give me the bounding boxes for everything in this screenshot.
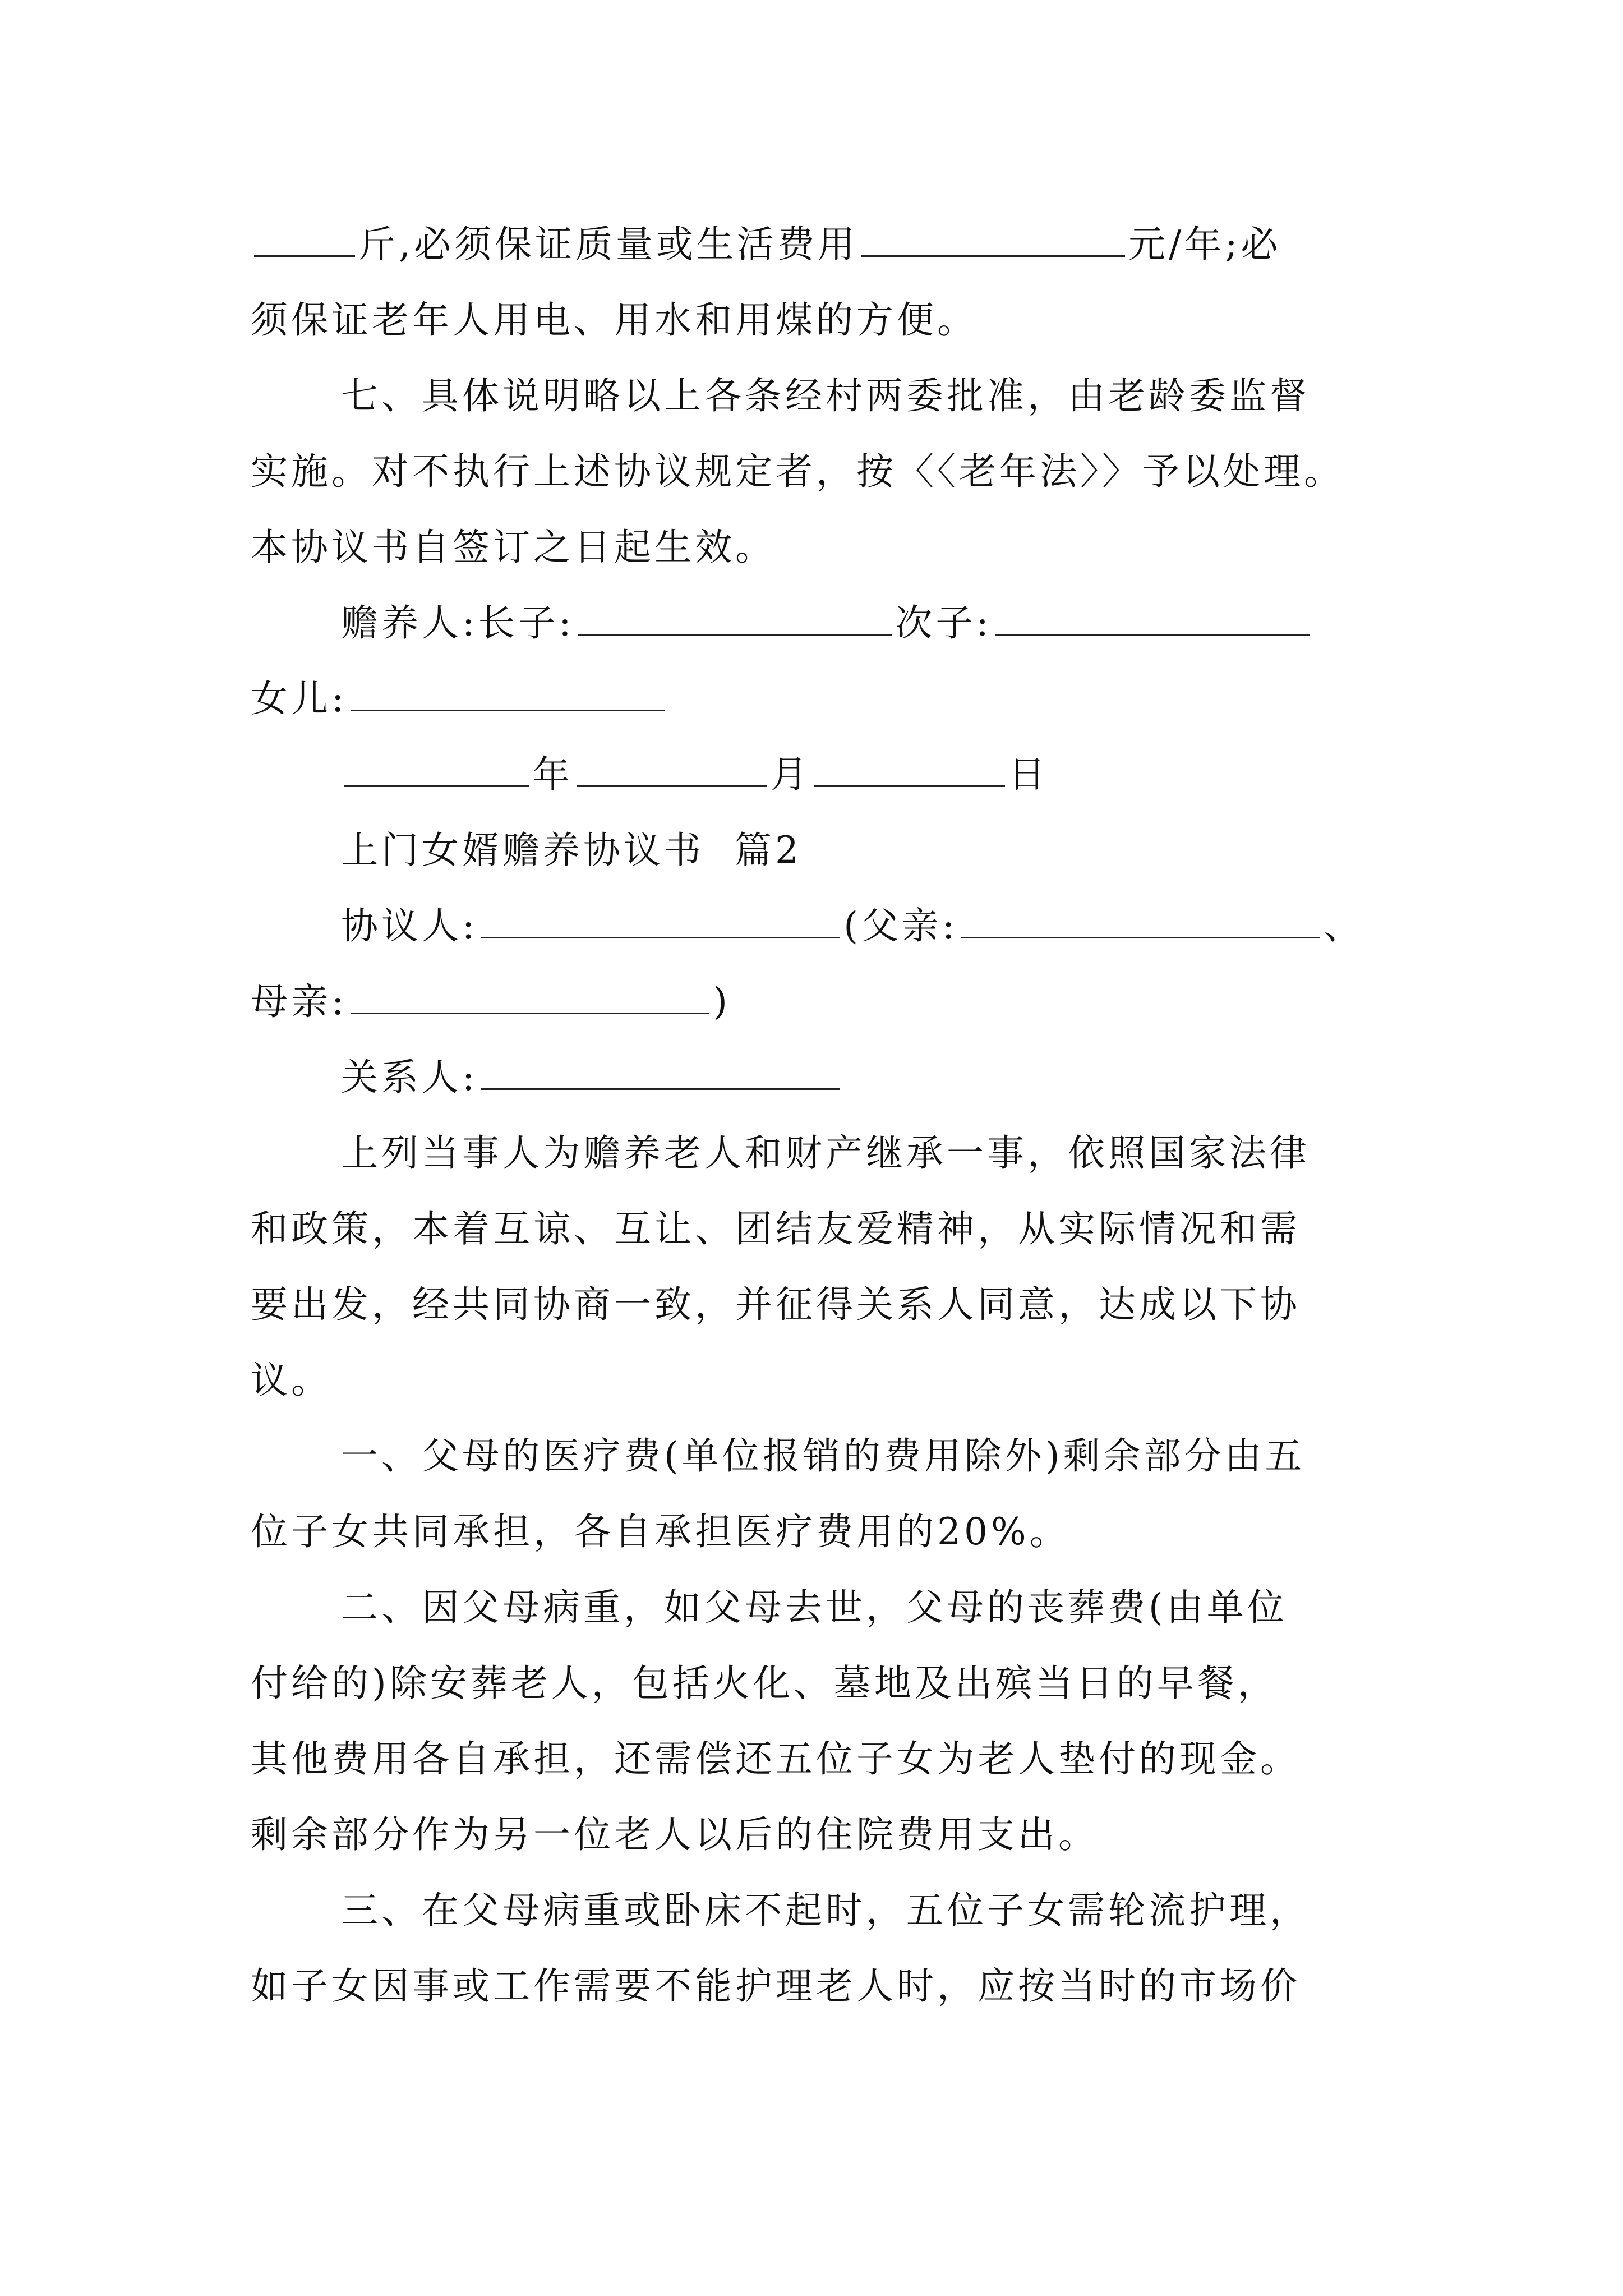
text-line: 其他费用各自承担，还需偿还五位子女为老人垫付的现金。 — [251, 1737, 1301, 1780]
text-segment: 、 — [1324, 904, 1364, 947]
text-segment: 元/年;必 — [1128, 223, 1281, 266]
text-line: 实施。对不执行上述协议规定者，按〈〈老年法〉〉予以处理。 — [251, 450, 1344, 493]
date-day-label: 日 — [1008, 753, 1049, 796]
label-daughter: 女儿: — [251, 677, 348, 720]
text-line: 要出发，经共同协商一致，并征得关系人同意，达成以下协 — [251, 1283, 1301, 1326]
paragraph-start: 一、父母的医疗费(单位报销的费用除外)剩余部分由五 — [341, 1434, 1306, 1478]
text-segment: 斤,必须保证质量或生活费用 — [358, 223, 858, 266]
signature-line — [341, 597, 1313, 649]
paragraph-start: 三、在父母病重或卧床不起时，五位子女需轮流护理， — [341, 1889, 1310, 1932]
label-mother: 母亲: — [251, 980, 348, 1023]
fill-blank — [861, 222, 1125, 257]
fill-blank — [351, 979, 709, 1014]
fill-blank — [995, 600, 1310, 636]
fill-blank — [481, 903, 840, 938]
label-party: 协议人: — [341, 904, 478, 947]
date-line — [341, 749, 1049, 800]
text-line: 和政策，本着互谅、互让、团结友爱精神，从实际情况和需 — [251, 1207, 1301, 1250]
text-line: 付给的)除安葬老人，包括火化、墓地及出殡当日的早餐， — [251, 1662, 1278, 1705]
signature-line — [251, 673, 668, 725]
related-party-line — [341, 1052, 843, 1103]
date-year-label: 年 — [533, 753, 573, 796]
text-segment: ) — [713, 980, 731, 1023]
fill-blank — [344, 752, 529, 787]
text-line: 本协议书自签订之日起生效。 — [251, 526, 776, 569]
fill-blank — [254, 222, 355, 257]
fill-blank — [578, 600, 892, 636]
section-title: 上门女婿赡养协议书 篇2 — [341, 829, 802, 872]
text-line — [251, 219, 1281, 270]
fill-blank — [577, 752, 767, 787]
party-line — [341, 900, 1364, 952]
label-related-party: 关系人: — [341, 1056, 478, 1099]
paragraph-start: 七、具体说明略以上各条经村两委批准，由老龄委监督 — [341, 374, 1310, 417]
date-month-label: 月 — [771, 753, 811, 796]
label-second-son: 次子: — [895, 601, 992, 645]
text-line: 剩余部分作为另一位老人以后的住院费用支出。 — [251, 1813, 1099, 1856]
label-eldest-son: 赡养人:长子: — [341, 601, 575, 645]
fill-blank — [351, 676, 665, 711]
fill-blank — [481, 1055, 840, 1090]
party-line — [251, 976, 731, 1028]
text-line: 议。 — [251, 1359, 331, 1402]
paragraph-start: 二、因父母病重，如父母去世，父母的丧葬费(由单位 — [341, 1586, 1288, 1629]
paragraph-start: 上列当事人为赡养老人和财产继承一事，依照国家法律 — [341, 1131, 1310, 1175]
text-line: 位子女共同承担，各自承担医疗费用的20%。 — [251, 1510, 1070, 1553]
text-line: 如子女因事或工作需要不能护理老人时，应按当时的市场价 — [251, 1964, 1301, 2008]
fill-blank — [961, 903, 1320, 938]
text-line: 须保证老年人用电、用水和用煤的方便。 — [251, 298, 978, 342]
fill-blank — [814, 752, 1005, 787]
label-father: (父亲: — [843, 904, 958, 947]
